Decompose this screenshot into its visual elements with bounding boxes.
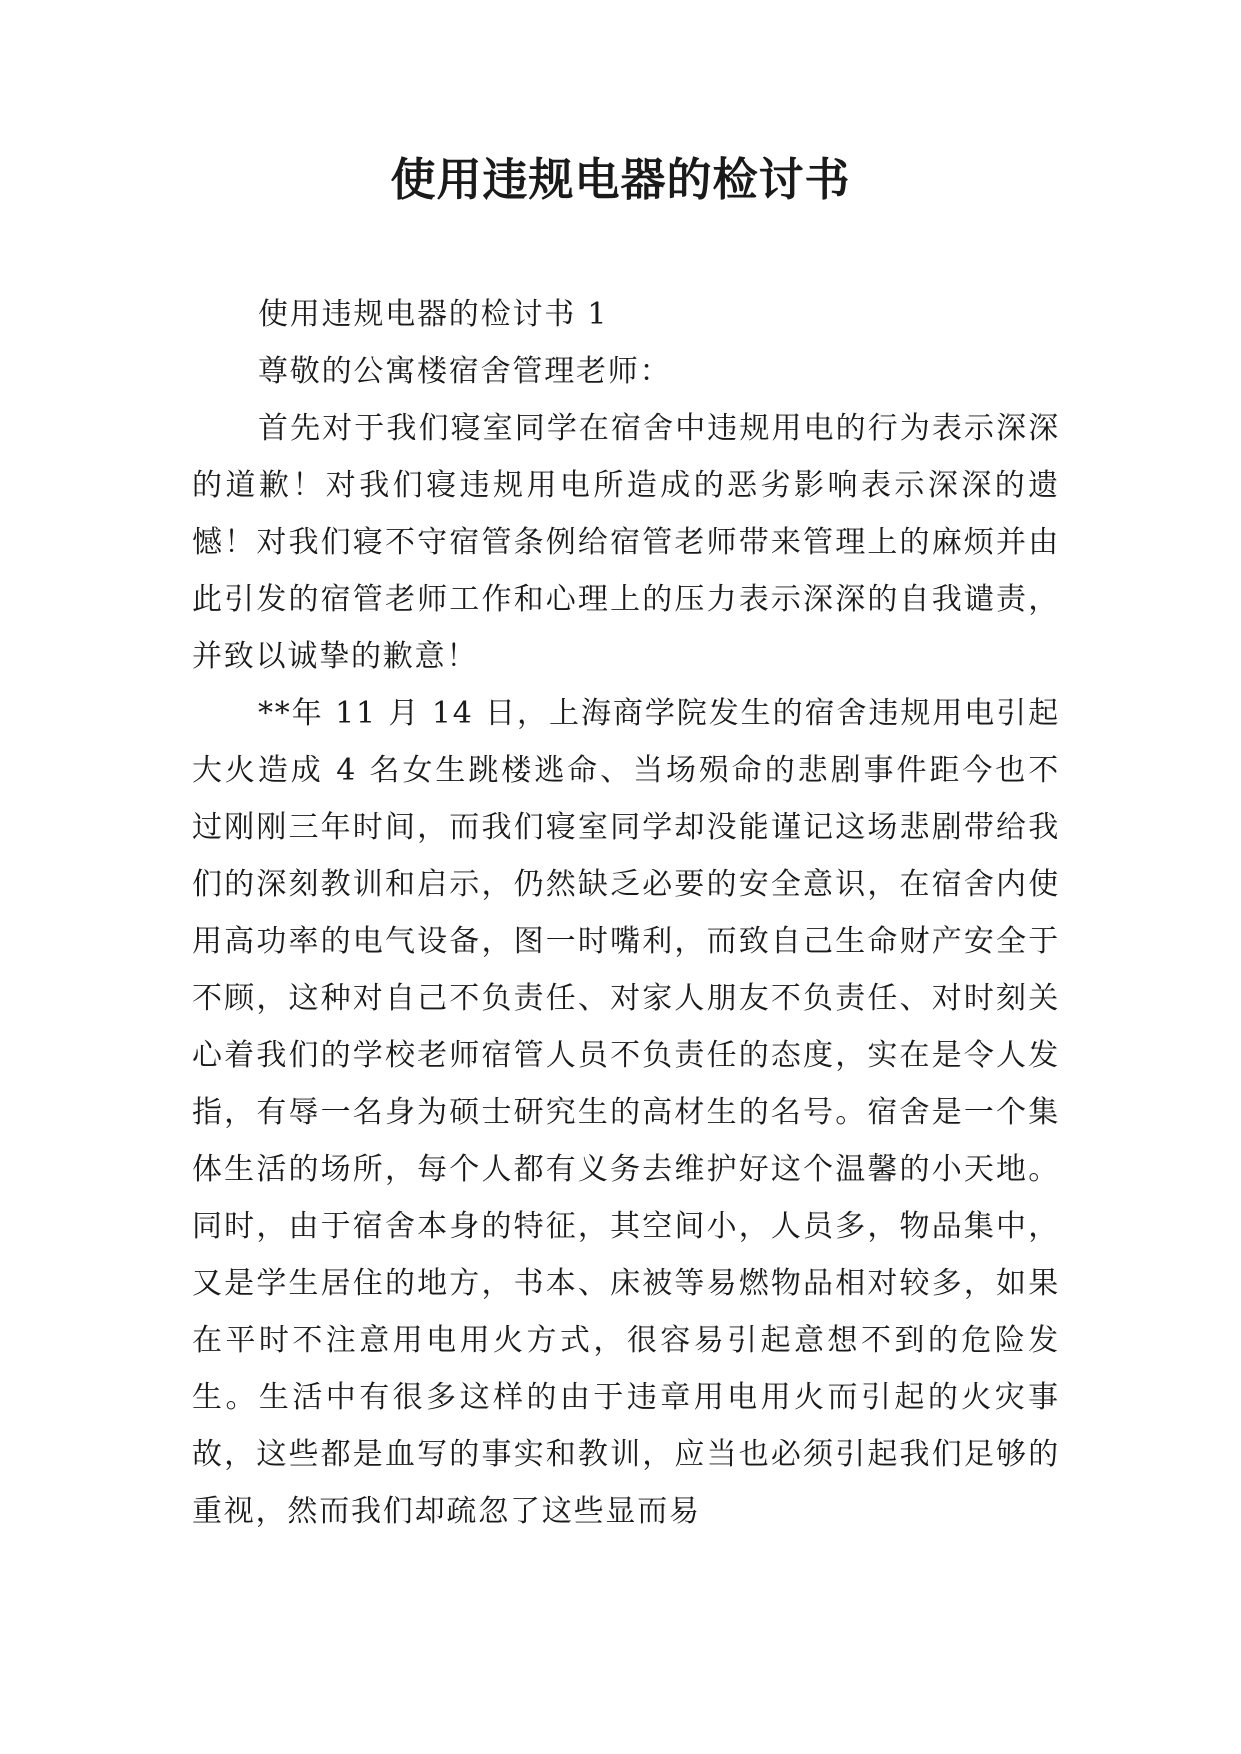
section-heading: 使用违规电器的检讨书 1 (258, 297, 609, 332)
document-title: 使用违规电器的检讨书 (390, 153, 851, 206)
body-paragraph: **年 11 月 14 日，上海商学院发生的宿舍违规用电引起大火造成 4 名女生跳楼逃命、当场殒命的悲剧事件距今也不过刚刚三年时间，而我们寝室同学却没能谨记这场悲剧带给我们的深刻教训和启示，仍然缺乏必要的安全意识，在宿舍内使用高功率的电气设备，图一时嘴利，而致自己生命财产安全于不顾，这种对自己不负责任、对家人朋友不负责任、对时刻关心着我们的学校老师宿管人员不负责任的态度，实在是令人发指，有辱一名身为硕士研究生的高材生的名号。宿舍是一个集体生活的场所，每个人都有义务去维护好这个温馨的小天地。同时，由于宿舍本身的特征，其空间小，人员多，物品集中，又是学生居住的地方，书本、床被等易燃物品相对较多，如果在平时不注意用电用火方式，很容易引起意想不到的危险发生。生活中有很多这样的由于违章用电用火而引起的火灾事故，这些都是血写的事实和教训，应当也必须引起我们足够的重视，然而我们却疏忽了这些显而易 (192, 696, 1060, 1529)
salutation: 尊敬的公寓楼宿舍管理老师： (258, 354, 672, 389)
body-paragraph: 首先对于我们寝室同学在宿舍中违规用电的行为表示深深的道歉！对我们寝违规用电所造成的恶劣影响表示深深的遗憾！对我们寝不守宿管条例给宿管老师带来管理上的麻烦并由此引发的宿管老师工作和心理上的压力表示深深的自我谴责，并致以诚挚的歉意！ (192, 411, 1060, 674)
document-body (192, 286, 1060, 1540)
